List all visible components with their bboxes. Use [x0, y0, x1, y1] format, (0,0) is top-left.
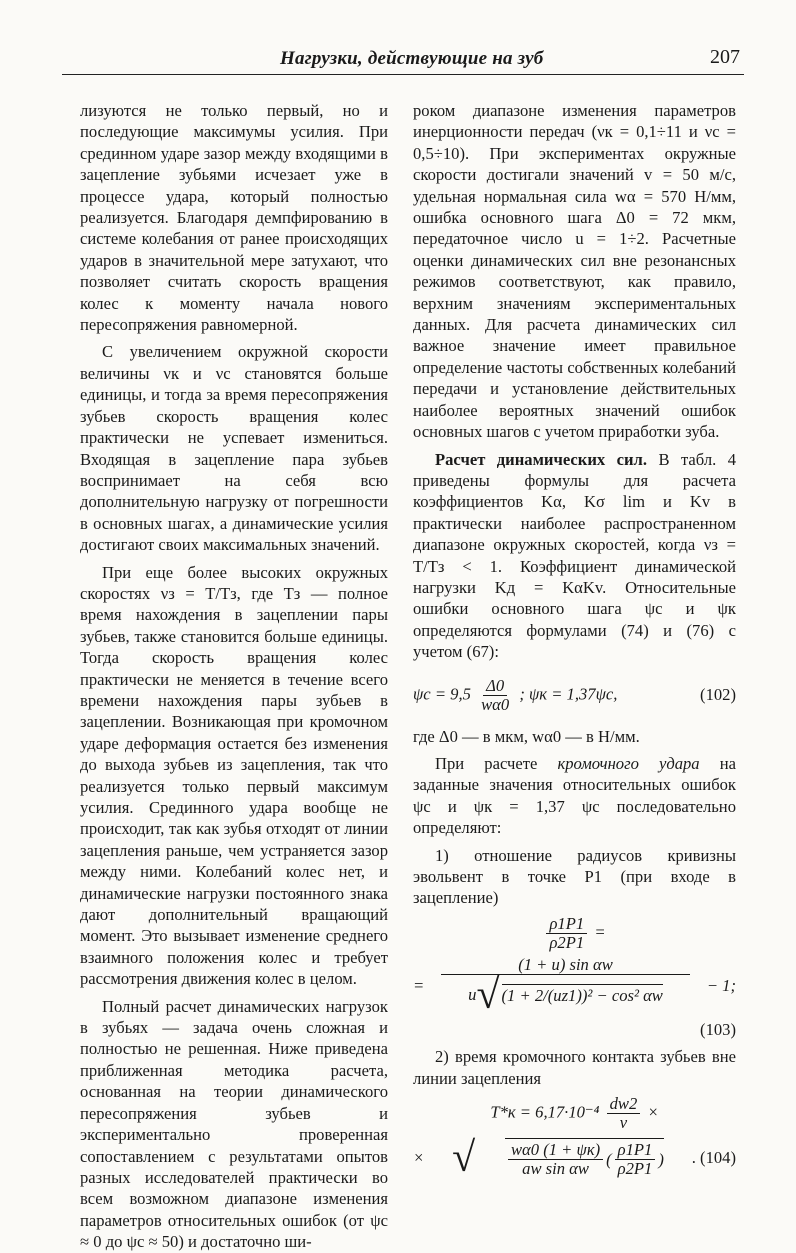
fraction	[478, 677, 512, 714]
section-title: Расчет динамических сил.	[435, 449, 648, 469]
formula-tail: − 1;	[706, 975, 736, 995]
equation-number: (103)	[700, 1019, 736, 1039]
denominator: v	[619, 1113, 628, 1133]
paragraph-text: При расчете	[435, 753, 558, 773]
paragraph	[413, 449, 736, 663]
denominator	[465, 971, 666, 1018]
formula-103-lhs	[413, 915, 736, 952]
formula-103	[413, 954, 736, 1018]
left-column	[80, 100, 388, 1253]
sqrt-icon: √	[452, 1135, 476, 1182]
radicand: (1 + 2/(uz1))² − cos² αw	[501, 986, 663, 1006]
times-sign: ×	[647, 1102, 659, 1122]
numerator: Δ0	[483, 677, 507, 696]
list-item: 2) время кромочного контакта зубьев вне линии зацепления	[413, 1047, 736, 1088]
fraction	[444, 954, 687, 1018]
right-column	[413, 100, 736, 1182]
equals-sign: =	[413, 975, 425, 995]
paragraph: где Δ0 — в мкм, wα0 — в Н/мм.	[413, 726, 640, 746]
list-item: 1) отношение радиусов кривизны эвольвент в точке P1 (при входе в зацепление)	[413, 845, 736, 908]
fraction	[546, 915, 587, 952]
formula-text: T*к = 6,17·10⁻⁴	[490, 1102, 600, 1122]
denominator: wα0	[481, 694, 510, 714]
denominator: ρ2P1	[549, 932, 585, 952]
paragraph-text: на заданные значения относительных ошибок ψc и ψк = 1,37 ψc последовательно определяют:	[413, 753, 736, 838]
times-sign: ×	[413, 1148, 425, 1168]
fraction	[607, 1095, 641, 1132]
page-header	[58, 40, 744, 80]
header-rule	[62, 74, 744, 75]
formula-102	[413, 677, 736, 714]
paragraph: лизуются не только первый, но и последующие максимумы усилия. При срединном ударе зазор между входящими в зацепление зубьями исчезает уже в процессе удара, который полностью реализуется. Благодаря демпфированию в системе колебания от ранее происходящих ударов в значительной мере затухают, что позволяет считать скорость вращения колес к моменту начала нового пересопряжения равномерной.	[80, 101, 388, 335]
numerator: (1 + u) sin αw	[441, 956, 690, 975]
equation-number: . (104)	[691, 1148, 736, 1168]
radicand: $\frac{w\alpha 0 (1 + \psi к)}{\text{aw sin αw}}$ ( $\frac{\rho 1P1}{\rho 2P1}$ )	[505, 1138, 664, 1178]
paragraph	[413, 753, 736, 839]
numerator: ρ1P1	[615, 1141, 656, 1160]
running-title: Нагрузки, действующие на зуб	[280, 48, 544, 69]
italic-term: кромочного удара	[557, 753, 700, 773]
denominator: aw sin αw	[522, 1159, 589, 1179]
formula-text: ψc = 9,5	[413, 683, 471, 703]
paragraph-text: В табл. 4 приведены формулы для расчета коэффициентов Kα, Kσ lim и Kv в практически наиболее распространенном диапазоне окружных скоростей, когда νз = T/Tз < 1. Коэффициент динамической нагрузки Kд = KαKv. Относительные ошибки основного шага ψc и ψк определяются формулами (74) и (76) с учетом (67):	[413, 449, 736, 662]
sqrt-icon: √	[476, 971, 500, 1018]
equals-sign: =	[594, 922, 606, 942]
fraction	[508, 1141, 603, 1178]
numerator: dw2	[607, 1095, 641, 1114]
numerator: wα0 (1 + ψк)	[508, 1141, 603, 1160]
paragraph: Полный расчет динамических нагрузок в зубьях — задача очень сложная и полностью не решенная. Ниже приведена приближенная методика расчета, основанная на теории динамического пересопряжения зубьев и экспериментально проверенная сопоставлением с результатами опытов разных исследователей практически во всем возможном диапазоне изменения параметров относительных ошибок (от ψc ≈ 0 до ψc ≈ 50) и достаточно ши-	[80, 996, 388, 1252]
formula-text: ; ψк = 1,37ψc,	[519, 683, 618, 703]
numerator: ρ1P1	[546, 915, 587, 934]
fraction	[615, 1141, 656, 1178]
page-number: 207	[710, 46, 740, 68]
formula-104-line1	[413, 1095, 736, 1132]
formula-104-line2	[413, 1135, 736, 1182]
paragraph: роком диапазоне изменения параметров инерционности передач (νк = 0,1÷11 и νc = 0,5÷10). При экспериментах окружные скорости достигали значений v = 50 м/с, удельная нормальная сила wα = 570 Н/мм, ошибка основного шага Δ0 = 72 мкм, передаточное число u = 1÷2. Расчетные оценки динамических сил вне резонансных режимов соответствуют, как правило, верхним значениям экспериментальных данных. Для расчета динамических сил важное значение имеет правильное определение частоты собственных колебаний передачи и установление действительных наиболее вероятных значений ошибок основных шагов с учетом приработки зуба.	[413, 101, 736, 442]
denominator-u: u	[468, 984, 477, 1004]
denominator: ρ2P1	[617, 1159, 653, 1179]
paragraph: При еще более высоких окружных скоростях νз = T/Tз, где Tз — полное время нахождения в зацеплении пары зубьев, также становится больше единицы. Тогда скорость вращения колес практически не меняется в течение всего времени нахождения пары зубьев в зацеплении. Возникающая при кромочном ударе деформация остается без изменения до выхода зубьев из зацепления, так что реализуется только первый максимум усилия. Срединного удара вообще не происходит, так как зубья отходят от линии зацепления раньше, чем устраняется зазор между ними. Колебаний колес нет, и динамические нагрузки постоянного знака дают дополнительный вращающий момент. Это вызывает изменение среднего взаимного положения колес и требует рассмотрения движения колес в целом.	[80, 562, 388, 989]
paragraph: С увеличением окружной скорости величины νк и νc становятся больше единицы, и тогда за время пересопряжения зубьев скорость вращения колес практически не успевает измениться. Входящая в зацепление пара зубьев воспринимает на себя всю дополнительную нагрузку от погрешности в основных шагах, а динамические усилия достигают своих максимальных значений.	[80, 342, 388, 555]
equation-number: (102)	[700, 685, 736, 705]
